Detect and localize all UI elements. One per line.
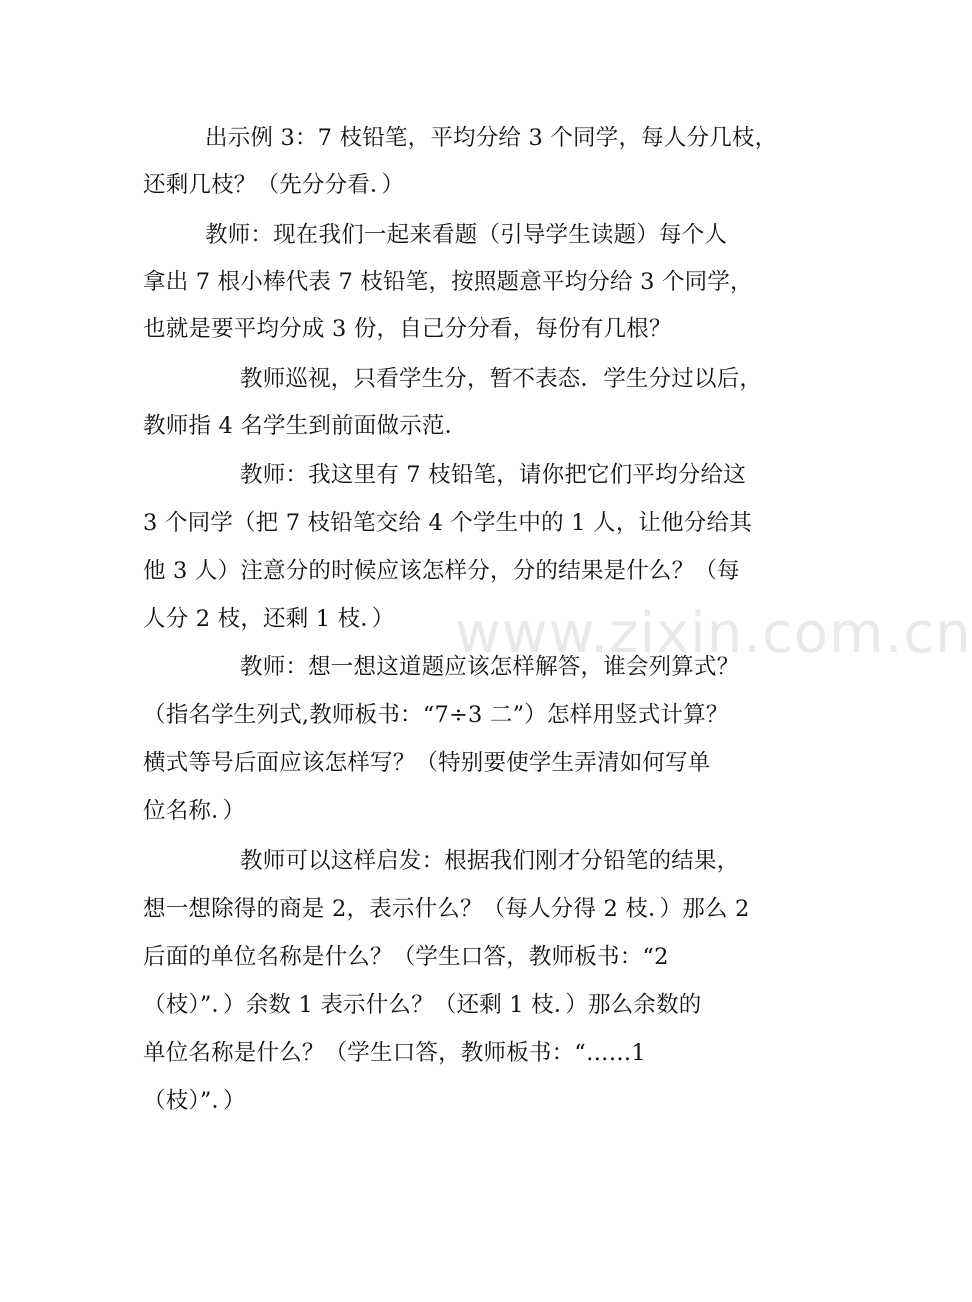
text-line-5: 也就是要平均分成 3 份，自己分分看，每份有几根？ [143, 316, 672, 342]
text-line-19: （枝）”．）余数 1 表示什么？（还剩 1 枝．）那么余数的 [143, 992, 702, 1018]
text-line-6: 教师巡视，只看学生分，暂不表态．学生分过以后， [240, 366, 763, 392]
text-line-9: 3 个同学（把 7 枝铅笔交给 4 个学生中的 1 人，让他分给其 [143, 510, 752, 536]
text-line-11: 人分 2 枝，还剩 1 枝．） [143, 606, 395, 632]
watermark: www.zixin.com.cn [455, 601, 972, 666]
text-line-3: 教师：现在我们一起来看题（引导学生读题）每个人 [205, 222, 728, 248]
text-line-8: 教师：我这里有 7 枝铅笔，请你把它们平均分给这 [240, 462, 746, 488]
text-line-2: 还剩几枝？（先分分看．） [143, 172, 405, 198]
text-line-1: 出示例 3：7 枝铅笔，平均分给 3 个同学，每人分几枝， [205, 125, 778, 151]
text-line-12: 教师：想一想这道题应该怎样解答，谁会列算式？ [240, 654, 740, 680]
text-line-16: 教师可以这样启发：根据我们刚才分铅笔的结果， [240, 848, 740, 874]
text-line-18: 后面的单位名称是什么？（学生口答，教师板书：“2 [143, 944, 669, 970]
text-line-14: 横式等号后面应该怎样写？（特别要使学生弄清如何写单 [143, 750, 711, 776]
text-line-10: 他 3 人）注意分的时候应该怎样分，分的结果是什么？（每 [143, 558, 740, 584]
text-line-13: （指名学生列式,教师板书：“7÷3 二”）怎样用竖式计算？ [143, 702, 729, 728]
text-line-4: 拿出 7 根小棒代表 7 枝铅笔，按照题意平均分给 3 个同学， [143, 269, 753, 295]
text-line-15: 位名称．） [143, 798, 246, 824]
text-line-20: 单位名称是什么？（学生口答，教师板书：“……1 [143, 1040, 646, 1066]
text-line-21: （枝）”．） [143, 1088, 246, 1114]
text-line-7: 教师指 4 名学生到前面做示范． [143, 413, 468, 439]
text-line-17: 想一想除得的商是 2，表示什么？（每人分得 2 枝．）那么 2 [143, 896, 750, 922]
